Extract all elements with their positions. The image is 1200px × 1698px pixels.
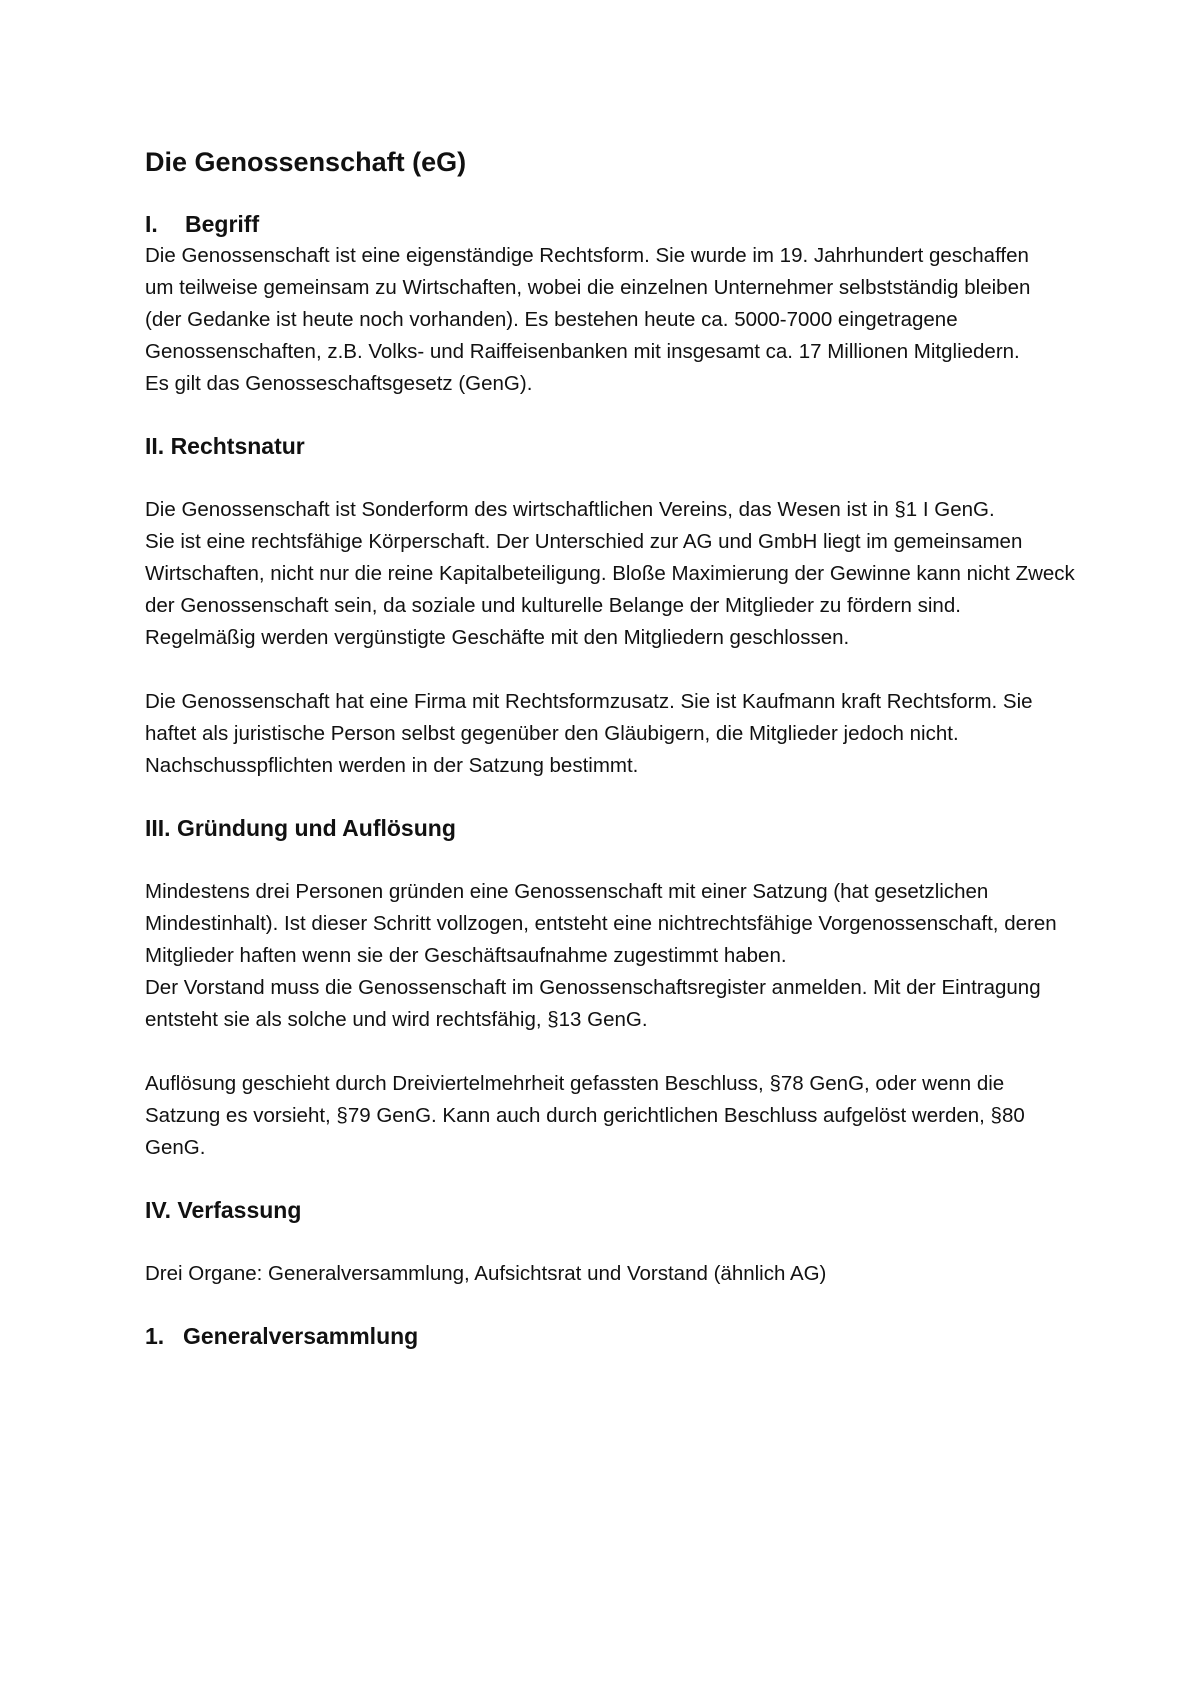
paragraph: Drei Organe: Generalversammlung, Aufsichtsrat und Vorstand (ähnlich AG): [145, 1262, 827, 1285]
subsection-number: 1.: [145, 1323, 165, 1349]
paragraph: Die Genossenschaft hat eine Firma mit Rechtsformzusatz. Sie ist Kaufmann kraft Rechtsform. Sie haftet als juristische Person selbst gegenüber den Gläubigern, die Mitglieder jedoch nicht. Nachschusspflichten werden in der Satzung bestimmt.: [145, 690, 1033, 777]
paragraph: Regelmäßig werden vergünstigte Geschäfte mit den Mitgliedern geschlossen.: [145, 626, 850, 649]
paragraph: Sie ist eine rechtsfähige Körperschaft. Der Unterschied zur AG und GmbH liegt im gemeinsamen Wirtschaften, nicht nur die reine Kapitalbeteiligung. Bloße Maximierung der Gewinne kann nicht Zweck der Genossenschaft sein, da soziale und kulturelle Belange der Mitglieder zu fördern sind.: [145, 530, 1075, 617]
section-number: III.: [145, 815, 171, 841]
document-content: [145, 145, 1075, 1352]
paragraph: Mindestens drei Personen gründen eine Genossenschaft mit einer Satzung (hat gesetzlichen Mindestinhalt). Ist dieser Schritt vollzogen, entsteht eine nichtrechtsfähige Vorgenossenschaft, deren Mitglieder haften wenn sie der Geschäftsaufnahme zugestimmt haben.: [145, 880, 1057, 967]
section-title: Begriff: [185, 211, 260, 237]
section-title: Gründung und Auflösung: [176, 815, 456, 841]
section-heading-rechtsnatur: [145, 430, 1075, 462]
paragraph: Es gilt das Genosseschaftsgesetz (GenG).: [145, 372, 533, 395]
section-heading-begriff: [145, 208, 1075, 240]
paragraph: Der Vorstand muss die Genossenschaft im Genossenschaftsregister anmelden. Mit der Eintragung entsteht sie als solche und wird rechtsfähig, §13 GenG.: [145, 976, 1041, 1031]
section-number: I.: [145, 211, 158, 237]
paragraph: Die Genossenschaft ist eine eigenständige Rechtsform. Sie wurde im 19. Jahrhundert geschaffen um teilweise gemeinsam zu Wirtschaften, wobei die einzelnen Unternehmer selbstständig bleiben (der Gedanke ist heute noch vorhanden). Es bestehen heute ca. 5000-7000 eingetragene Genossenschaften, z.B. Volks- und Raiffeisenbanken mit insgesamt ca. 17 Millionen Mitgliedern.: [145, 244, 1031, 363]
section-number: IV.: [145, 1197, 172, 1223]
subsection-heading-generalversammlung: [145, 1320, 1075, 1352]
paragraph: Die Genossenschaft ist Sonderform des wirtschaftlichen Vereins, das Wesen ist in §1 I GenG.: [145, 498, 995, 521]
section-title: Verfassung: [177, 1197, 302, 1223]
paragraph: Auflösung geschieht durch Dreiviertelmehrheit gefassten Beschluss, §78 GenG, oder wenn die Satzung es vorsieht, §79 GenG. Kann auch durch gerichtlichen Beschluss aufgelöst werden, §80 GenG.: [145, 1072, 1025, 1159]
subsection-title: Generalversammlung: [183, 1323, 419, 1349]
document-title: Die Genossenschaft (eG): [145, 147, 467, 177]
section-heading-gruendung: [145, 812, 1075, 844]
section-title: Rechtsnatur: [170, 433, 305, 459]
section-number: II.: [145, 433, 165, 459]
section-heading-verfassung: [145, 1194, 1075, 1226]
